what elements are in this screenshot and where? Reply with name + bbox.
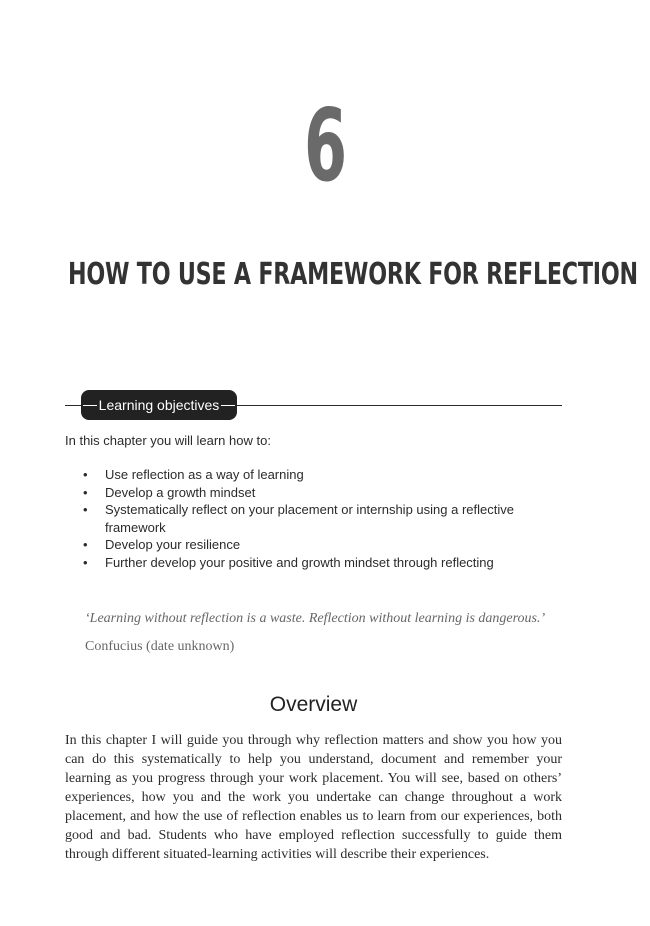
objective-text: Systematically reflect on your placement or internship using a reflective framework [105,502,514,535]
list-item [83,554,523,572]
list-item [83,501,523,536]
objective-text: Develop your resilience [105,537,241,553]
epigraph-attribution: Confucius (date unknown) [85,639,235,654]
overview-heading: Overview [269,693,358,716]
bullet-icon: • [83,554,88,570]
chapter-number: 6 [304,87,346,204]
bullet-icon: • [83,484,88,500]
objectives-label: Learning objectives [81,390,237,420]
bullet-icon: • [83,537,88,553]
objectives-intro: In this chapter you will learn how to: [65,433,271,448]
list-item [83,466,523,484]
bullet-icon: • [83,502,88,518]
bullet-icon: • [83,467,88,482]
objective-text: Further develop your positive and growth mindset through reflecting [105,554,494,570]
list-item [83,536,523,554]
objective-text: Develop a growth mindset [105,484,256,500]
list-item [83,484,523,502]
objective-text: Use reflection as a way of learning [105,467,304,482]
overview-paragraph: In this chapter I will guide you through why reflection matters and show you how you can do this systematically to help you understand, document and remember your learning as you progress through your work placement. You will see, based on others’ experiences, how you and the work you undertake can change throughout a work placement, and how the use of reflection enables us to learn from our experiences, both good and bad. Students who have employed reflection successfully to guide them through different situated-learning activities will describe their experiences. [65,733,562,862]
epigraph-quote: ‘Learning without reflection is a waste. Reflection without learning is dangerous.’ [85,611,546,626]
chapter-title: HOW TO USE A FRAMEWORK FOR REFLECTION [68,257,638,292]
objectives-list [83,466,523,572]
